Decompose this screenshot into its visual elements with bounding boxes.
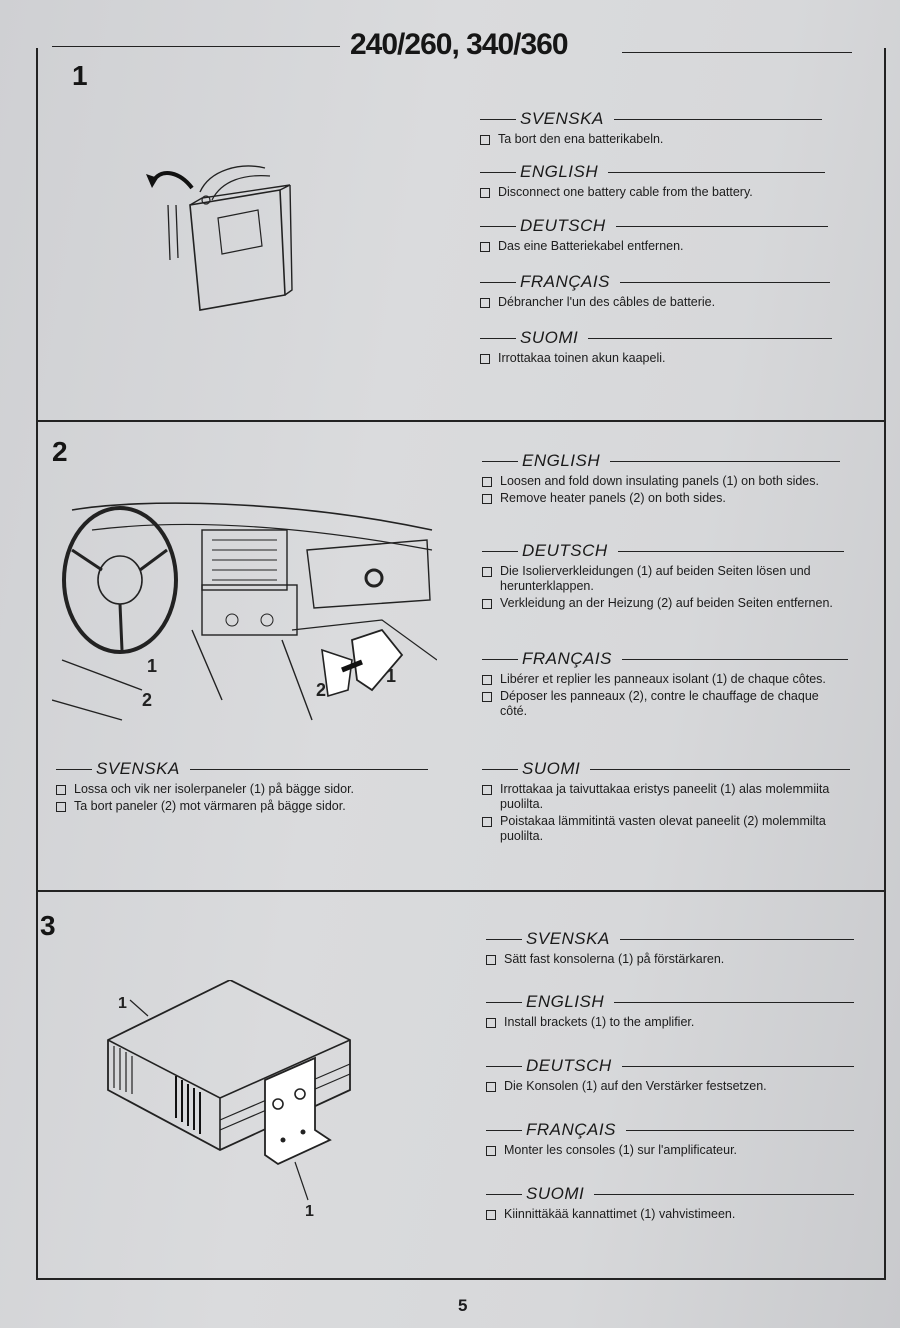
instruction-item: Kiinnittäkää kannattimet (1) vahvistimeen. [486,1207,854,1222]
page-title: 240/260, 340/360 [350,28,568,61]
instruction-item: Sätt fast konsolerna (1) på förstärkaren. [486,952,854,967]
lang-heading: ENGLISH [526,992,605,1011]
instruction-item: Das eine Batteriekabel entfernen. [480,239,828,254]
step-number: 3 [40,910,56,941]
step3-deutsch [486,1055,854,1094]
instruction-item: Irrottakaa ja taivuttakaa eristys paneelit (1) alas molemmiita puolilta. [482,782,850,812]
lang-heading: ENGLISH [520,162,599,181]
instruction-item: Déposer les panneaux (2), contre le chauffage de chaque côté. [482,689,848,719]
instruction-item: Verkleidung an der Heizung (2) auf beiden Seiten entfernen. [482,596,844,611]
callout-label: 1 [147,656,158,676]
title-rule-left [52,46,340,47]
lang-heading: DEUTSCH [522,541,608,560]
step1-english [480,161,825,200]
instruction-item: Débrancher l'un des câbles de batterie. [480,295,830,310]
lang-heading: SVENSKA [526,929,610,948]
amplifier-illustration [100,980,360,1220]
callout-label: 1 [386,666,397,686]
step2-suomi [482,758,850,844]
step-number: 2 [52,436,68,467]
lang-heading: DEUTSCH [520,216,606,235]
step2-deutsch [482,540,844,611]
instruction-item: Monter les consoles (1) sur l'amplificateur. [486,1143,854,1158]
instruction-item: Irrottakaa toinen akun kaapeli. [480,351,832,366]
page-number: 5 [458,1296,468,1315]
lang-heading: FRANÇAIS [520,272,610,291]
step-divider [36,890,886,892]
instruction-item: Ta bort den ena batterikabeln. [480,132,822,147]
lang-heading: SUOMI [520,328,579,347]
step1-deutsch [480,215,828,254]
instruction-item: Disconnect one battery cable from the battery. [480,185,825,200]
lang-heading: FRANÇAIS [526,1120,616,1139]
lang-heading: DEUTSCH [526,1056,612,1075]
step2-english [482,450,840,506]
callout-label: 2 [316,680,327,700]
battery-illustration [140,150,300,320]
instruction-item: Ta bort paneler (2) mot värmaren på bägge sidor. [56,799,428,814]
instruction-item: Remove heater panels (2) on both sides. [482,491,840,506]
lang-heading: FRANÇAIS [522,649,612,668]
step3-suomi [486,1183,854,1222]
callout-label: 1 [305,1203,314,1220]
instruction-item: Libérer et replier les panneaux isolant (1) de chaque côtes. [482,672,848,687]
dashboard-illustration [52,490,437,730]
step1-svenska [480,108,822,147]
lang-heading: SUOMI [526,1184,585,1203]
instruction-item: Die Isolierverkleidungen (1) auf beiden Seiten lösen und herunterklappen. [482,564,844,594]
step2-svenska [56,758,428,814]
step1-francais [480,271,830,310]
step3-svenska [486,928,854,967]
step3-francais [486,1119,854,1158]
lang-heading: SVENSKA [96,759,180,778]
step-number: 1 [72,60,88,91]
lang-heading: ENGLISH [522,451,601,470]
instruction-item: Install brackets (1) to the amplifier. [486,1015,854,1030]
lang-heading: SUOMI [522,759,581,778]
step2-francais [482,648,848,719]
instruction-item: Die Konsolen (1) auf den Verstärker festsetzen. [486,1079,854,1094]
step3-english [486,991,854,1030]
lang-heading: SVENSKA [520,109,604,128]
step1-suomi [480,327,832,366]
step-divider [36,420,886,422]
callout-label: 2 [142,690,153,710]
instruction-item: Poistakaa lämmitintä vasten olevat paneelit (2) molemmilta puolilta. [482,814,850,844]
callout-label: 1 [118,995,127,1012]
instruction-item: Loosen and fold down insulating panels (1) on both sides. [482,474,840,489]
instruction-item: Lossa och vik ner isolerpaneler (1) på bägge sidor. [56,782,428,797]
